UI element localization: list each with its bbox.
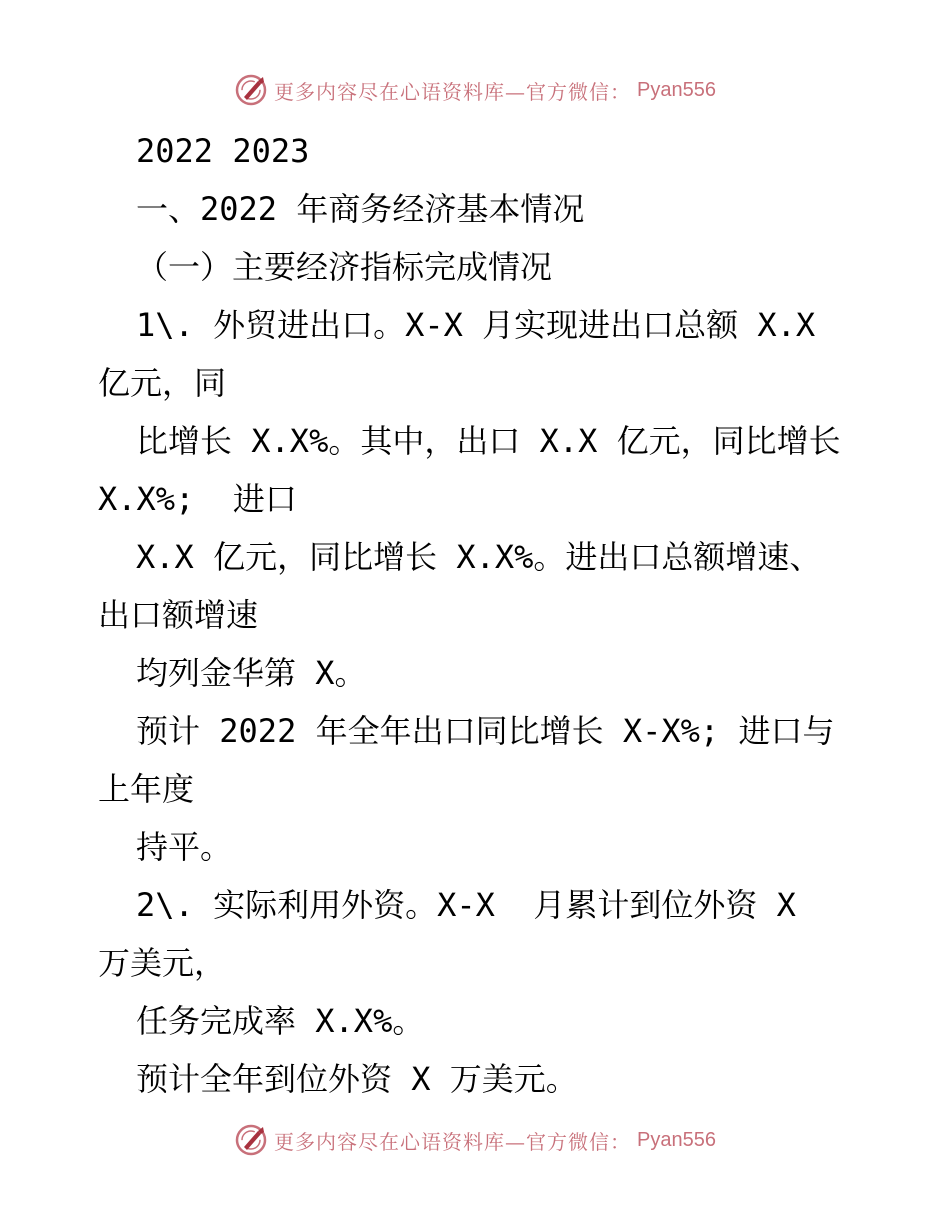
banner-wechat-id: Pyan556 [637, 1128, 716, 1151]
text-line: （一）主要经济指标完成情况 [136, 248, 553, 286]
text-line: X.X 亿元，同比增长 X.X%。进出口总额增速、 [136, 538, 822, 576]
text-line: 比增长 X.X%。其中，出口 X.X 亿元，同比增长 [136, 422, 841, 460]
banner-wechat-id: Pyan556 [637, 78, 716, 101]
text-line: 1\. 外贸进出口。X-X 月实现进出口总额 X.X [136, 306, 816, 344]
footer-watermark-banner [0, 1120, 950, 1160]
text-line: 任务完成率 X.X%。 [136, 1002, 425, 1040]
banner-text: 更多内容尽在心语资料库—官方微信： [274, 79, 632, 104]
pen-nib-logo-icon [234, 73, 268, 107]
text-line: 预计全年到位外资 X 万美元。 [136, 1060, 578, 1098]
text-line: 2022 2023 [136, 132, 310, 170]
text-line: 预计 2022 年全年出口同比增长 X-X%; 进口与 [136, 712, 835, 750]
text-line: X.X%; 进口 [98, 480, 297, 518]
text-line: 一、2022 年商务经济基本情况 [136, 190, 585, 228]
document-body [98, 122, 878, 1108]
text-line: 均列金华第 X。 [136, 654, 367, 692]
text-line: 万美元， [98, 944, 227, 982]
banner-text: 更多内容尽在心语资料库—官方微信： [274, 1129, 632, 1154]
banner-content [234, 1123, 716, 1157]
text-line: 亿元，同 [98, 364, 227, 402]
pen-nib-logo-icon [234, 1123, 268, 1157]
text-line: 出口额增速 [98, 596, 259, 634]
banner-content [234, 73, 716, 107]
text-line: 持平。 [136, 828, 233, 866]
header-watermark-banner [0, 70, 950, 110]
text-line: 上年度 [98, 770, 195, 808]
text-line: 2\. 实际利用外资。X-X 月累计到位外资 X [136, 886, 796, 924]
